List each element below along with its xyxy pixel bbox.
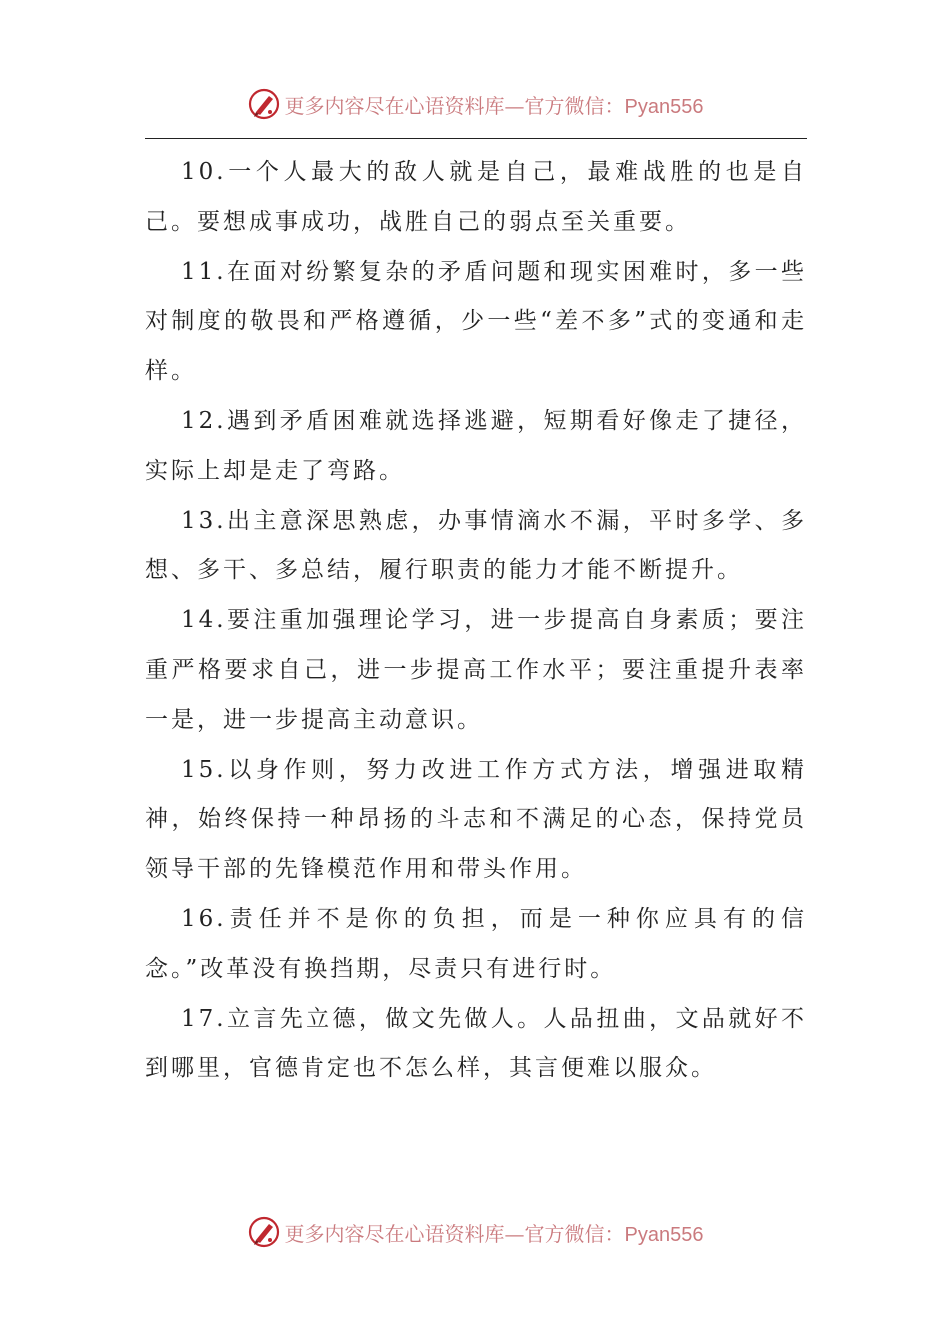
document-body [145, 148, 807, 1094]
paragraph-13: 13.出主意深思熟虑，办事情滴水不漏，平时多学、多想、多干、多总结，履行职责的能力才能不断提升。 [145, 507, 807, 584]
paragraph-16: 16.责任并不是你的负担，而是一种你应具有的信念。”改革没有换挡期，尽责只有进行时。 [145, 905, 807, 982]
header-brand-text: 更多内容尽在心语资料库—官方微信： [284, 93, 625, 118]
paragraph-10: 10.一个人最大的敌人就是自己，最难战胜的也是自己。要想成事成功，战胜自己的弱点至关重要。 [145, 159, 807, 235]
pen-circle-logo-icon [247, 87, 281, 121]
footer-wechat-id: Pyan556 [624, 1223, 704, 1246]
header-wechat-id: Pyan556 [624, 95, 704, 118]
paragraph-15: 15.以身作则，努力改进工作方式方法，增强进取精神，始终保持一种昂扬的斗志和不满足的心态，保持党员领导干部的先锋模范作用和带头作用。 [145, 756, 807, 883]
header-divider [145, 138, 807, 139]
paragraph-14: 14.要注重加强理论学习，进一步提高自身素质；要注重严格要求自己，进一步提高工作水平；要注重提升表率一是，进一步提高主动意识。 [145, 607, 807, 733]
paragraph-11: 11.在面对纷繁复杂的矛盾问题和现实困难时，多一些对制度的敬畏和严格遵循，少一些“差不多”式的变通和走样。 [145, 258, 807, 385]
header-brand [285, 90, 704, 119]
pen-circle-logo-icon [247, 1215, 281, 1249]
footer-banner [0, 1212, 950, 1252]
header-banner [0, 84, 950, 124]
paragraph-17: 17.立言先立德，做文先做人。人品扭曲，文品就好不到哪里，官德肯定也不怎么样，其言便难以服众。 [145, 1005, 807, 1082]
footer-brand-text: 更多内容尽在心语资料库—官方微信： [284, 1221, 625, 1246]
footer-brand [285, 1218, 704, 1247]
paragraph-12: 12.遇到矛盾困难就选择逃避，短期看好像走了捷径，实际上却是走了弯路。 [145, 407, 807, 484]
